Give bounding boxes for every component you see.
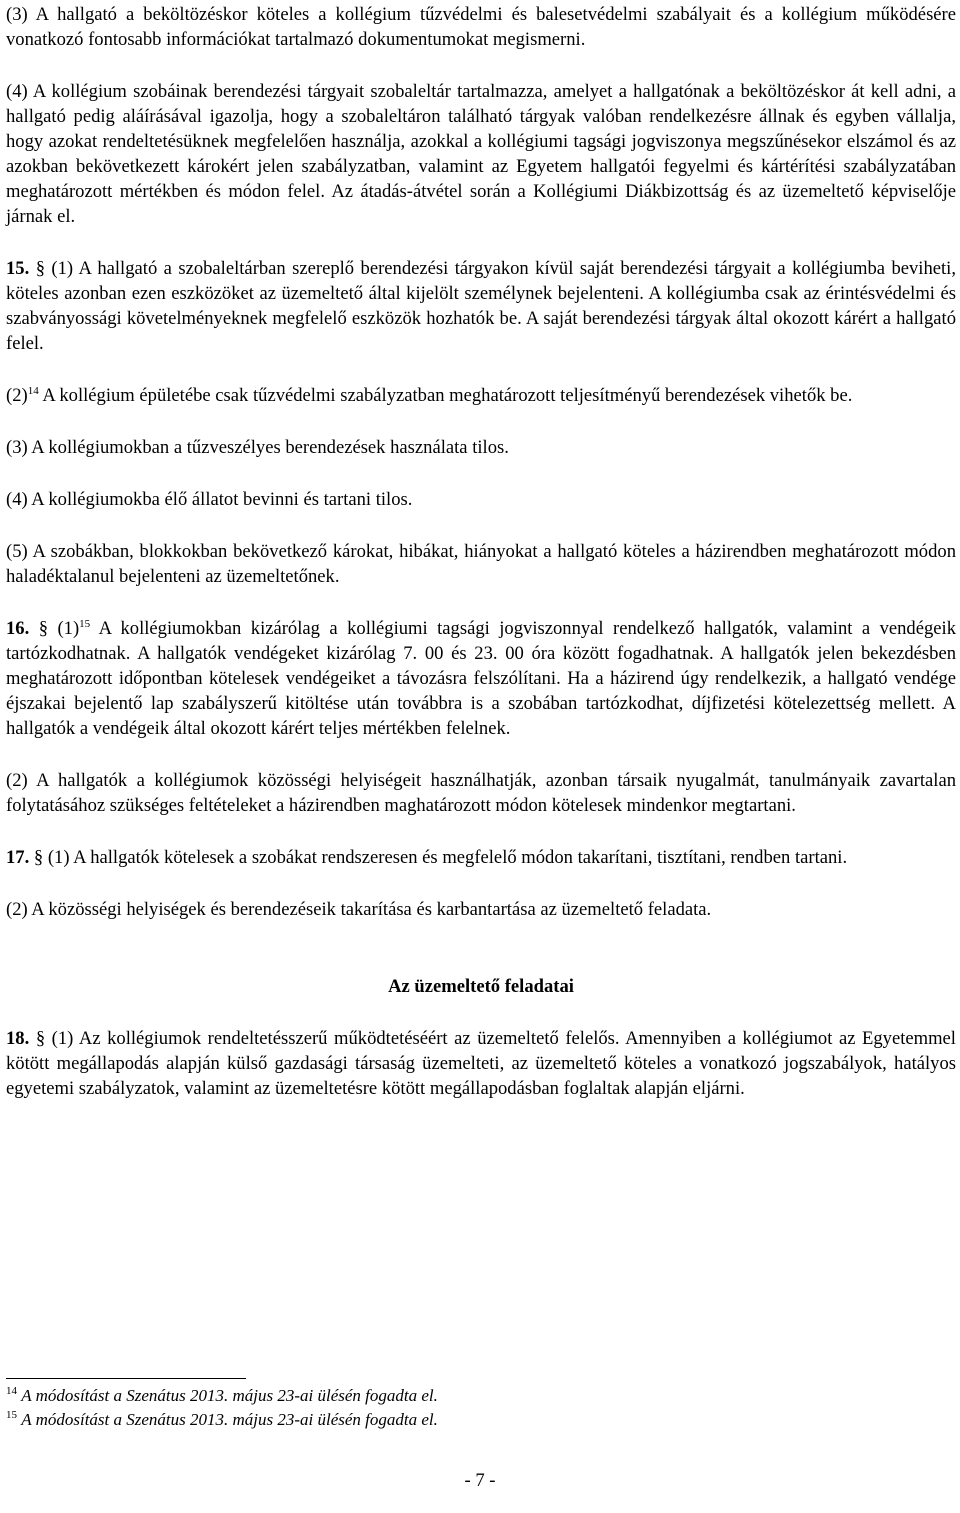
footnote-15: [6, 1408, 946, 1432]
section-number: 17.: [6, 847, 30, 868]
section-symbol: §: [35, 258, 45, 279]
footnote-divider: [6, 1378, 246, 1379]
footnotes: [6, 1384, 946, 1432]
section-16-paragraph-1: [6, 616, 956, 741]
footnote-marker: 15: [6, 1409, 17, 1421]
footnote-reference: 15: [79, 618, 91, 630]
section-17-paragraph-2: (2) A közösségi helyiségek és berendezéseik takarítása és karbantartása az üzemeltető feladata.: [6, 899, 712, 920]
paragraph-text: (1) A hallgatók kötelesek a szobákat rendszeresen és megfelelő módon takarítani, tisztítani, rendben tartani.: [47, 847, 848, 868]
section-15-paragraph-2: [6, 383, 956, 408]
section-15-paragraph-5: (5) A szobákban, blokkokban bekövetkező károkat, hibákat, hiányokat a hallgató köteles a házirendben meghatározott módon haladéktalanul bejelenteni az üzemeltetőnek.: [6, 541, 956, 587]
page-number: - 7 -: [464, 1470, 496, 1491]
paragraph-13-4: (4) A kollégium szobáinak berendezési tárgyait szobaleltár tartalmazza, amelyet a hallgatónak a beköltözéskor át kell adni, a hallgató pedig aláírásával igazolja, hogy a szobaleltáron található tárgyak valóban rendelkezésre állnak és egyben vállalja, hogy azokat rendeltetésüknek megfelelően használja, azokkal a kollégiumi tagsági jogviszonya megszűnésekor elszámol és az azokban bekövetkezett károkért jelen szabályzatban, valamint az Egyetem hallgatói fegyelmi és kártérítési szabályzatában meghatározott mértékben és módon felel. Az átadás-átvétel során a Kollégiumi Diákbizottság és az üzemeltető képviselője járnak el.: [6, 81, 956, 227]
section-symbol: §: [35, 1028, 46, 1049]
section-18-paragraph-1: [6, 1026, 956, 1101]
section-symbol: §: [38, 618, 49, 639]
section-symbol: §: [33, 847, 44, 868]
footnote-text: A módosítást a Szenátus 2013. május 23-ai ülésén fogadta el.: [21, 1410, 438, 1429]
section-number: 15.: [6, 258, 30, 279]
section-heading: Az üzemeltető feladatai: [388, 976, 574, 997]
section-16-paragraph-2: (2) A hallgatók a kollégiumok közösségi helyiségeit használhatják, azonban társaik nyugalmát, tanulmányaik zavartalan folytatásához szükséges feltételeket a házirendben maghatározott módon kötelesek mindenkor megtartani.: [6, 770, 956, 816]
footnote-14: [6, 1384, 946, 1408]
section-15-paragraph-3: (3) A kollégiumokban a tűzveszélyes berendezések használata tilos.: [6, 437, 509, 458]
paragraph-text: (1) Az kollégiumok rendeltetésszerű működtetéséért az üzemeltető felelős. Amennyiben a kollégiumot az Egyetemmel kötött megállapodás alapján külső gazdasági társaság üzemelteti, az üzemeltető köteles a vonatkozó jogszabályok, hatályos egyetemi szabályzatok, valamint az üzemeltetésre kötött megállapodásban foglaltak alapján eljárni.: [6, 1028, 956, 1099]
paragraph-13-3: (3) A hallgató a beköltözéskor köteles a kollégium tűzvédelmi és balesetvédelmi szabályait és a kollégium működésére vonatkozó fontosabb információkat tartalmazó dokumentumokat megismerni.: [6, 4, 956, 50]
paragraph-prefix: (1): [57, 618, 80, 639]
document-page: [6, 0, 956, 1101]
paragraph-text: A kollégiumokban kizárólag a kollégiumi tagsági jogviszonnyal rendelkező hallgatók, valamint a vendégeik tartózkodhatnak. A hallgatók vendégeket kizárólag 7. 00 és 23. 00 óra között fogadhatnak. A hallgatók jelen bekezdésben meghatározott időpontban kötelesek vendégeiket a távozásra felszólítani. Ha a házirend úgy rendelkezik, a hallgató vendége éjszakai bejelentő lap szabályszerű kitöltése után továbbra is a szobában tartózkodhat, díjfizetési kötelezettség mellett. A hallgatók a vendégeik által okozott kárért teljes mértékben felelnek.: [6, 618, 956, 739]
footnote-marker: 14: [6, 1385, 17, 1397]
paragraph-text: (1) A hallgató a szobaleltárban szereplő berendezési tárgyakon kívül saját berendezési tárgyait a kollégiumba beviheti, köteles azonban ezen eszközöket az üzemeltető által kijelölt személynek bejelenteni. A kollégiumba csak az érintésvédelmi és szabványossági követelményeknek megfelelő eszközök hozhatók be. A saját berendezési tárgyak által okozott kárért a hallgató felel.: [6, 258, 956, 354]
section-number: 16.: [6, 618, 30, 639]
section-15-paragraph-4: (4) A kollégiumokba élő állatot bevinni és tartani tilos.: [6, 489, 413, 510]
footnote-text: A módosítást a Szenátus 2013. május 23-ai ülésén fogadta el.: [21, 1386, 438, 1405]
section-number: 18.: [6, 1028, 30, 1049]
footnote-reference: 14: [27, 385, 39, 397]
section-15-paragraph-1: [6, 256, 956, 356]
paragraph-prefix: (2): [6, 385, 28, 406]
paragraph-text: A kollégium épületébe csak tűzvédelmi szabályzatban meghatározott teljesítményű berendezések vihetők be.: [42, 385, 853, 406]
section-17-paragraph-1: [6, 845, 956, 870]
